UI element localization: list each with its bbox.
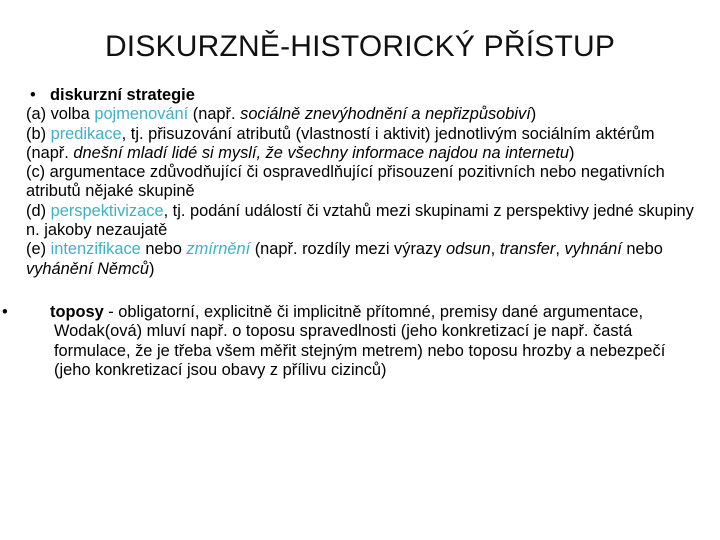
item-b-prefix: (b)	[26, 124, 51, 143]
term-perspektivizace: perspektivizace	[50, 201, 164, 220]
example-transfer: transfer	[499, 240, 556, 259]
section2-heading: toposy	[50, 302, 104, 321]
bullet-diskurzni-strategie	[26, 86, 696, 105]
item-d-rest: , tj. podání událostí či vztahů mezi skupinami z perspektivy jedné skupiny n. jakoby nezaujatě	[26, 201, 694, 240]
example-vyhaneni-nemcu: vyhánění Němců	[26, 259, 149, 278]
bullet-toposy	[2, 302, 696, 380]
item-a	[26, 105, 696, 124]
item-a-example: sociálně znevýhodnění a nepřizpůsobiví	[240, 105, 531, 124]
bullet-icon: •	[2, 302, 8, 321]
item-b	[26, 125, 696, 164]
slide-body	[2, 86, 696, 380]
slide-title: DISKURZNĚ‑HISTORICKÝ PŘÍSTUP	[104, 30, 616, 63]
item-e-prefix: (e)	[26, 240, 51, 259]
item-e-sep3: nebo	[621, 240, 663, 259]
term-predikace: predikace	[50, 124, 122, 143]
item-d	[26, 202, 696, 241]
bullet-icon: •	[30, 86, 36, 104]
example-vyhnani: vyhnání	[564, 240, 622, 259]
item-a-prefix: (a) volba	[26, 105, 95, 124]
item-b-end: )	[569, 143, 575, 162]
item-a-mid: (např.	[188, 105, 241, 124]
item-d-prefix: (d)	[26, 201, 51, 220]
term-intenzifikace: intenzifikace	[50, 240, 141, 259]
term-zmirneni: zmírnění	[186, 240, 251, 259]
item-e-end: )	[149, 259, 155, 278]
item-e-sep1: ,	[490, 240, 500, 259]
section1-heading: diskurzní strategie	[50, 86, 195, 104]
term-pojmenovani: pojmenování	[94, 105, 189, 124]
spacer	[26, 279, 696, 303]
item-b-example: dnešní mladí lidé si myslí, že všechny informace najdou na internetu	[73, 143, 569, 162]
example-odsun: odsun	[445, 240, 491, 259]
item-e	[26, 240, 696, 279]
item-c: (c) argumentace zdůvodňující či ospravedlňující přisouzení pozitivních nebo negativních atributů nějaké skupině	[26, 163, 665, 201]
section2-text: - obligatorní, explicitně či implicitně přítomné, premisy dané argumentace, Wodak(ová) mluví např. o toposu spravedlnosti (jeho konkretizací je např. častá formulace, že je třeba všem měřit stejným metrem) nebo toposu hrozby a nebezpečí (jeho konkretizací jsou obavy z přílivu cizinců)	[54, 302, 666, 379]
item-b-mid: , tj. přisuzování atributů (vlastností i aktivit) jednotlivým sociálním aktérům (např.	[26, 124, 655, 162]
item-a-end: )	[530, 105, 537, 124]
item-e-mid2: (např. rozdíly mezi výrazy	[250, 240, 446, 259]
item-e-sep2: ,	[555, 240, 565, 259]
item-e-mid1: nebo	[140, 240, 187, 259]
